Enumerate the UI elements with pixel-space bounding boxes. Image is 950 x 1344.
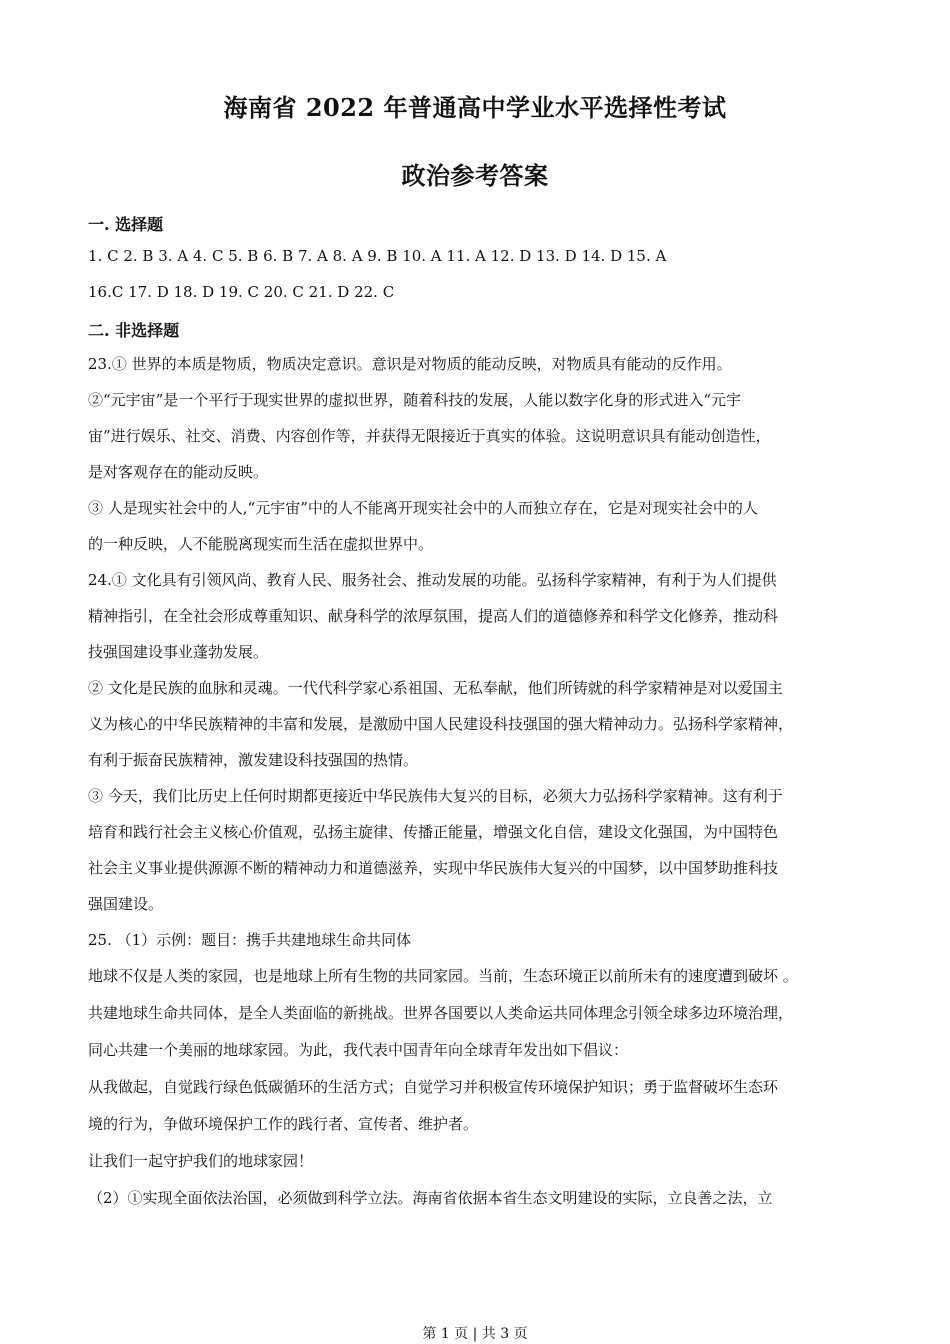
text-line: ③ 今天，我们比历史上任何时期都更接近中华民族伟大复兴的目标，必须大力弘扬科学家精神。这有利于 [88,787,783,805]
answer-line: 1. C 2. B 3. A 4. C 5. B 6. B 7. A 8. A 9. B 10. A 11. A 12. D 13. D 14. D 15. A [88,247,667,265]
section-heading-nonchoice: 二. 非选择题 [88,321,180,340]
text-line: 有利于振奋民族精神，激发建设科技强国的热情。 [88,751,419,769]
text-line: 23.① 世界的本质是物质，物质决定意识。意识是对物质的能动反映，对物质具有能动的反作用。 [88,355,732,373]
text-line: 境的行为，争做环境保护工作的践行者、宣传者、维护者。 [88,1115,479,1133]
text-line: （2）①实现全面依法治国，必须做到科学立法。海南省依据本省生态文明建设的实际，立良善之法，立 [88,1189,773,1207]
text-line: ②“元宇宙”是一个平行于现实世界的虚拟世界，随着科技的发展，人能以数字化身的形式进入“元宇 [88,391,742,409]
answer-line: 16.C 17. D 18. D 19. C 20. C 21. D 22. C [88,283,395,301]
text-line: 同心共建一个美丽的地球家园。为此，我代表中国青年向全球青年发出如下倡议： [88,1041,629,1059]
text-line: ③ 人是现实社会中的人,“元宇宙”中的人不能离开现实社会中的人而独立存在，它是对现实社会中的人 [88,499,758,517]
text-line: 精神指引，在全社会形成尊重知识、献身科学的浓厚氛围，提高人们的道德修养和科学文化修养，推动科 [88,607,779,625]
text-line: 社会主义事业提供源源不断的精神动力和道德滋养，实现中华民族伟大复兴的中国梦，以中国梦助推科技 [88,859,779,877]
text-line: 培育和践行社会主义核心价值观，弘扬主旋律、传播正能量，增强文化自信，建设文化强国，为中国特色 [88,823,779,841]
text-line: 技强国建设事业蓬勃发展。 [88,643,269,661]
text-line: 从我做起，自觉践行绿色低碳循环的生活方式；自觉学习并积极宣传环境保护知识；勇于监督破坏生态环 [88,1078,779,1096]
text-line: 25. （1）示例：题目：携手共建地球生命共同体 [88,931,412,949]
page-footer: 第 1 页 | 共 3 页 [422,1326,528,1342]
page-title: 海南省 2022 年普通高中学业水平选择性考试 [223,93,727,122]
text-line: 让我们一起守护我们的地球家园！ [88,1152,314,1170]
text-line: 的一种反映，人不能脱离现实而生活在虚拟世界中。 [88,535,434,553]
page-subtitle: 政治参考答案 [401,161,549,190]
text-line: 强国建设。 [88,895,164,913]
section-heading-choice: 一. 选择题 [88,215,164,234]
text-line: 24.① 文化具有引领风尚、教育人民、服务社会、推动发展的功能。弘扬科学家精神，有利于为人们提供 [88,571,777,589]
text-line: 地球不仅是人类的家园，也是地球上所有生物的共同家园。当前，生态环境正以前所未有的速度遭到破坏 。 [88,967,798,985]
text-line: 义为核心的中华民族精神的丰富和发展，是激励中国人民建设科技强国的强大精神动力。弘扬科学家精神， [88,715,794,733]
text-line: ② 文化是民族的血脉和灵魂。一代代科学家心系祖国、无私奉献，他们所铸就的科学家精神是对以爱国主 [88,679,783,697]
text-line: 宙”进行娱乐、社交、消费、内容创作等，并获得无限接近于真实的体验。这说明意识具有能动创造性， [88,427,771,445]
text-line: 共建地球生命共同体，是全人类面临的新挑战。世界各国要以人类命运共同体理念引领全球多边环境治理， [88,1004,794,1022]
text-line: 是对客观存在的能动反映。 [88,463,269,481]
